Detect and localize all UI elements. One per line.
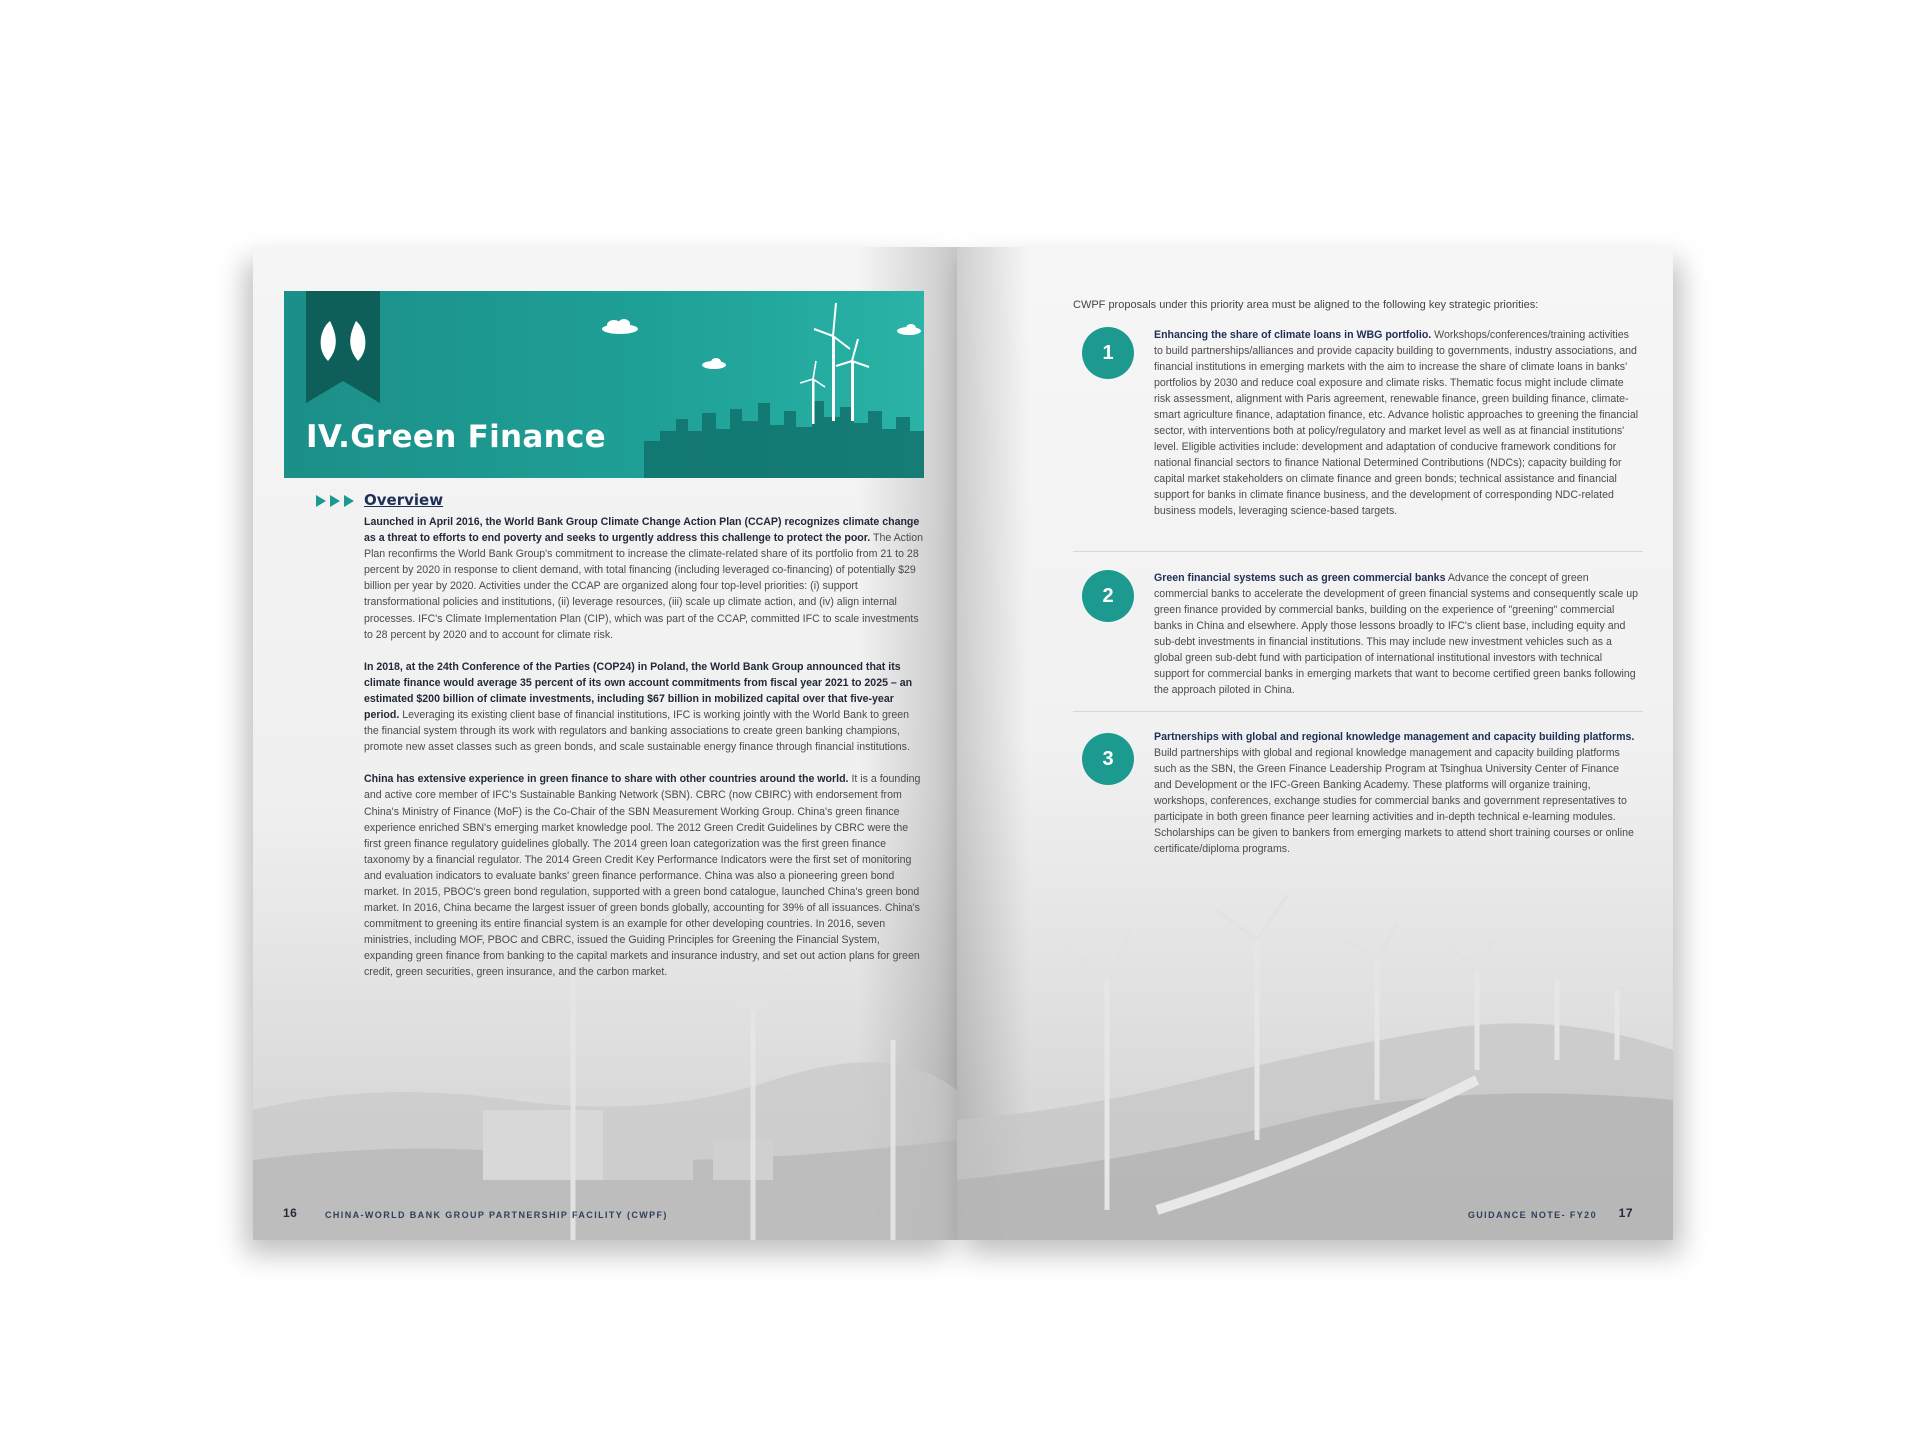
- right-page: [957, 247, 1673, 1240]
- page-number-left: 16: [283, 1206, 298, 1220]
- paragraph-text: It is a founding and active core member of IFC's Sustainable Banking Network (SBN). CBRC (now CBIRC) with endorsement from China's Ministry of Finance (MoF) is the Co-Chair of the SBN Measurement Working Group. China's green finance experience enriched SBN's emerging market knowledge pool. The 2012 Green Credit Guidelines by CBRC were the first green finance regulatory guidelines globally. The 2014 green loan categorization was the first green finance taxonomy by a financial regulator. The 2014 Green Credit Key Performance Indicators were the first set of monitoring and evaluation indicators to evaluate banks' green finance performance. China was also a pioneering green bond market. In 2015, PBOC's green bond regulation, supported with a green bond catalogue, launched China's green bond market. In 2016, China became the largest issuer of green bonds globally, accounting for 39% of all issuances. China's commitment to greening its entire financial system is an example for other developing countries. In 2016, seven ministries, including MOF, PBOC and CBRC, issued the Guiding Principles for Greening the Financial System, expanding green finance from banking to the capital markets and insurance industry, and set out action plans for green credit, green securities, green insurance, and the carbon market.: [364, 773, 921, 979]
- chapter-title: IV.Green Finance: [306, 419, 607, 455]
- paragraph-1: [364, 514, 924, 643]
- overview-heading: Overview: [364, 491, 444, 509]
- paragraph-2: [364, 659, 924, 756]
- priority-text: [1154, 570, 1639, 698]
- priority-body: Build partnerships with global and regional knowledge management and capacity building platforms such as the SBN, the Green Finance Leadership Program at Tsinghua University Center of Finance and Development or the IFC-Green Banking Academy. These platforms will organize training, workshops, conferences, exchange studies for commercial banks and government representatives to participate in both green finance peer learning activities and in-depth technical e-learning modules. Scholarships can be given to bankers from emerging markets to attend short training courses or online certificate/diploma programs.: [1154, 747, 1634, 855]
- page-number-right: 17: [1618, 1206, 1633, 1220]
- paragraph-3: [364, 771, 924, 980]
- divider: [1073, 711, 1643, 712]
- priority-lead: Enhancing the share of climate loans in WBG portfolio.: [1154, 329, 1432, 341]
- priority-lead: Green financial systems such as green commercial banks: [1154, 572, 1446, 584]
- paragraph-text: The Action Plan reconfirms the World Bank Group's commitment to increase the climate-related share of its portfolio from 21 to 28 percent by 2020 in response to client demand, with total financing (including leveraged co-financing) of potentially $29 billion per year by 2020. Activities under the CCAP are organized along four top-level priorities: (i) support transformational policies and institutions, (ii) leverage resources, (iii) scale up climate action, and (iv) align internal processes. IFC's Climate Implementation Plan (CIP), which was part of the CCAP, committed IFC to scale investments to 28 percent by 2020 and to account for climate risk.: [364, 532, 924, 641]
- wind-turbine-icon: [800, 303, 869, 424]
- divider: [1073, 551, 1643, 552]
- priority-text: [1154, 327, 1639, 519]
- paragraph-lead: In 2018, at the 24th Conference of the Parties (COP24) in Poland, the World Bank Group announced that its climate finance would average 35 percent of its own account commitments from fiscal year 2021 to 2025 – an estimated $200 billion of climate investments, including $67 billion in mobilized capital over that five-year period.: [364, 660, 913, 722]
- priority-number-badge: 1: [1082, 327, 1134, 379]
- priorities-intro: CWPF proposals under this priority area must be aligned to the following key strategic priorities:: [1073, 299, 1539, 311]
- arrow-right-icon: [316, 495, 356, 507]
- priority-number-badge: 2: [1082, 570, 1134, 622]
- chapter-ribbon: [306, 291, 380, 403]
- priority-number-badge: 3: [1082, 733, 1134, 785]
- priority-lead: Partnerships with global and regional knowledge management and capacity building platforms.: [1154, 731, 1635, 743]
- footer-folio-right: GUIDANCE NOTE- FY20: [1467, 1210, 1597, 1220]
- paragraph-text: Leveraging its existing client base of financial institutions, IFC is working jointly with the World Bank to green the financial system through its work with regulators and banking associations to create green banking champions, promote new asset classes such as green bonds, and scale sustainable energy finance through financial institutions.: [364, 709, 910, 754]
- chapter-banner: [284, 291, 924, 478]
- left-page: [253, 247, 957, 1240]
- priority-body: Workshops/conferences/training activities to build partnerships/alliances and provide capacity building to governments, industry associations, and financial institutions in emerging markets with the aim to increase the share of climate loans in banks' portfolios by 2030 and reduce coal exposure and climate risks. Thematic focus might include climate risk assessment, alignment with Paris agreement, renewable finance, green building finance, climate-smart agriculture finance, adaptation finance, etc. Advance holistic approaches to greening the financial sector, with interventions both at policy/regulatory and market level as well as at financial institutions' level. Eligible activities include: development and adaptation of conducive framework conditions for national financial sectors to finance National Determined Contributions (NDCs); capacity building for capital market stakeholders on climate finance and green bonds; technical assistance and financial support for banks in climate finance business, and the development of corresponding NDC-related business models, leveraging science-based targets.: [1154, 329, 1639, 517]
- overview-body: [364, 514, 924, 997]
- paragraph-lead: China has extensive experience in green finance to share with other countries around the world.: [364, 773, 849, 786]
- priority-body: Advance the concept of green commercial banks to accelerate the development of green financial systems and consequently scale up green finance provided by commercial banks, building on the experience of "greening" commercial banks in China and elsewhere. Apply those lessons broadly to IFC's client base, including equity and sub-debt investments in financial institutions. This may include new investment vehicles such as a global green sub-debt fund with participation of international institutional investors with technical support for commercial banks in emerging markets that want to become certified green banks following the approach piloted in China.: [1154, 572, 1639, 696]
- cloud-icon: [602, 319, 921, 369]
- footer-folio-left: CHINA-WORLD BANK GROUP PARTNERSHIP FACILITY (CWPF): [325, 1210, 668, 1220]
- paragraph-lead: Launched in April 2016, the World Bank Group Climate Change Action Plan (CCAP) recognizes climate change as a threat to efforts to end poverty and seeks to urgently address this challenge to protect the poor.: [364, 516, 920, 545]
- priority-text: [1154, 729, 1639, 857]
